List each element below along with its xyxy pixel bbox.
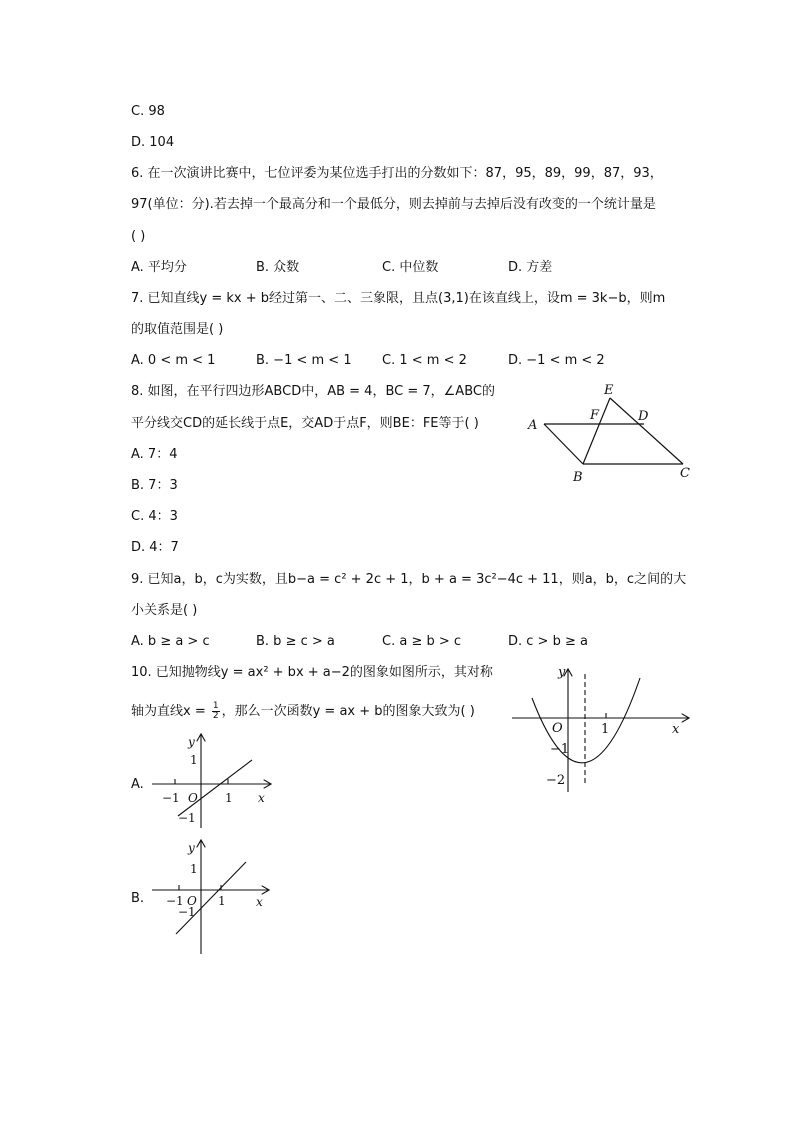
q8-option-a: A. 7：4: [131, 447, 178, 462]
q7-option-d: D. −1 < m < 2: [508, 353, 605, 368]
q8-option-c: C. 4：3: [131, 509, 178, 524]
label-y-neg-one: −1: [178, 811, 196, 825]
q7-stem-line1: 7. 已知直线y = kx + b经过第一、二、三象限，且点(3,1)在该直线上，设m = 3k−b，则m: [131, 291, 666, 306]
label-x: x: [258, 791, 265, 805]
label-x-one: 1: [218, 894, 226, 908]
q8-option-b: B. 7：3: [131, 478, 178, 493]
label-y-neg-one: −1: [178, 905, 196, 919]
label-b: B: [573, 470, 583, 485]
q7-stem-line2: 的取值范围是( ): [131, 322, 224, 337]
q10-parabola-figure: [510, 660, 700, 800]
q6-option-d: D. 方差: [508, 260, 553, 275]
q8-parallelogram-figure: [520, 380, 700, 490]
label-y-one: 1: [190, 862, 198, 876]
q10-option-a-graph: [150, 732, 275, 830]
q9-option-a: A. b ≥ a > c: [131, 634, 210, 649]
q10-option-a-label: A.: [131, 777, 144, 792]
q9-option-b: B. b ≥ c > a: [256, 634, 335, 649]
label-x-one: 1: [225, 791, 233, 805]
q7-option-a: A. 0 < m < 1: [131, 353, 216, 368]
label-origin: O: [188, 791, 198, 805]
q5-option-d: D. 104: [131, 135, 175, 150]
q7-option-b: B. −1 < m < 1: [256, 353, 352, 368]
label-e: E: [604, 383, 614, 398]
label-neg-two: −2: [546, 773, 566, 788]
label-x: x: [672, 722, 680, 737]
label-x-neg-one: −1: [162, 791, 180, 805]
q6-option-a: A. 平均分: [131, 260, 187, 275]
label-one: 1: [601, 722, 610, 737]
q7-option-c: C. 1 < m < 2: [382, 353, 467, 368]
q6-option-c: C. 中位数: [382, 260, 439, 275]
q8-stem-line2: 平分线交CD的延长线于点E，交AD于点F，则BE：FE等于( ): [131, 416, 479, 431]
fraction-numerator: 1: [212, 701, 219, 711]
label-x: x: [256, 895, 263, 909]
label-neg-one: −1: [550, 742, 570, 757]
q6-stem-line1: 6. 在一次演讲比赛中，七位评委为某位选手打出的分数如下：87，95，89，99，87，93，: [131, 166, 663, 181]
label-c: C: [680, 466, 690, 481]
segment-ab: [544, 424, 583, 464]
q10-stem-line2-b: ，那么一次函数y = ax + b的图象大致为( ): [221, 704, 475, 719]
q10-stem-line2-a: 轴为直线x =: [131, 704, 210, 719]
label-origin: O: [552, 721, 563, 736]
label-y-one: 1: [190, 753, 198, 767]
q5-option-c: C. 98: [131, 104, 165, 119]
q10-stem-line1: 10. 已知抛物线y = ax² + bx + a−2的图象如图所示，其对称: [131, 665, 493, 680]
label-a: A: [528, 418, 538, 433]
q10-stem-line2: [131, 702, 475, 721]
fraction-denominator: 2: [212, 711, 219, 721]
linear-function-line: [178, 760, 252, 816]
label-origin: O: [187, 894, 197, 908]
fraction-one-half: [212, 702, 220, 721]
label-x-neg-one: −1: [166, 894, 184, 908]
q6-stem-line3: ( ): [131, 229, 146, 244]
label-y: y: [188, 735, 195, 749]
q8-option-d: D. 4：7: [131, 540, 179, 555]
q6-stem-line2: 97(单位：分).若去掉一个最高分和一个最低分，则去掉前与去掉后没有改变的一个统计量是: [131, 197, 656, 212]
q10-option-b-graph: [150, 838, 275, 956]
q9-option-c: C. a ≥ b > c: [382, 634, 462, 649]
label-y: y: [558, 665, 566, 680]
q9-stem-line1: 9. 已知a，b，c为实数，且b−a = c² + 2c + 1，b + a = 3c²−4c + 11，则a，b，c之间的大: [131, 572, 687, 587]
label-d: D: [638, 409, 649, 424]
label-y: y: [188, 841, 195, 855]
parabola-curve: [532, 678, 640, 763]
q8-stem-line1: 8. 如图，在平行四边形ABCD中，AB = 4，BC = 7，∠ABC的: [131, 384, 495, 399]
label-f: F: [590, 408, 600, 423]
q9-stem-line2: 小关系是( ): [131, 603, 198, 618]
segment-ce: [610, 398, 683, 464]
q6-option-b: B. 众数: [256, 260, 300, 275]
q9-option-d: D. c > b ≥ a: [508, 634, 588, 649]
q10-option-b-label: B.: [131, 891, 145, 906]
